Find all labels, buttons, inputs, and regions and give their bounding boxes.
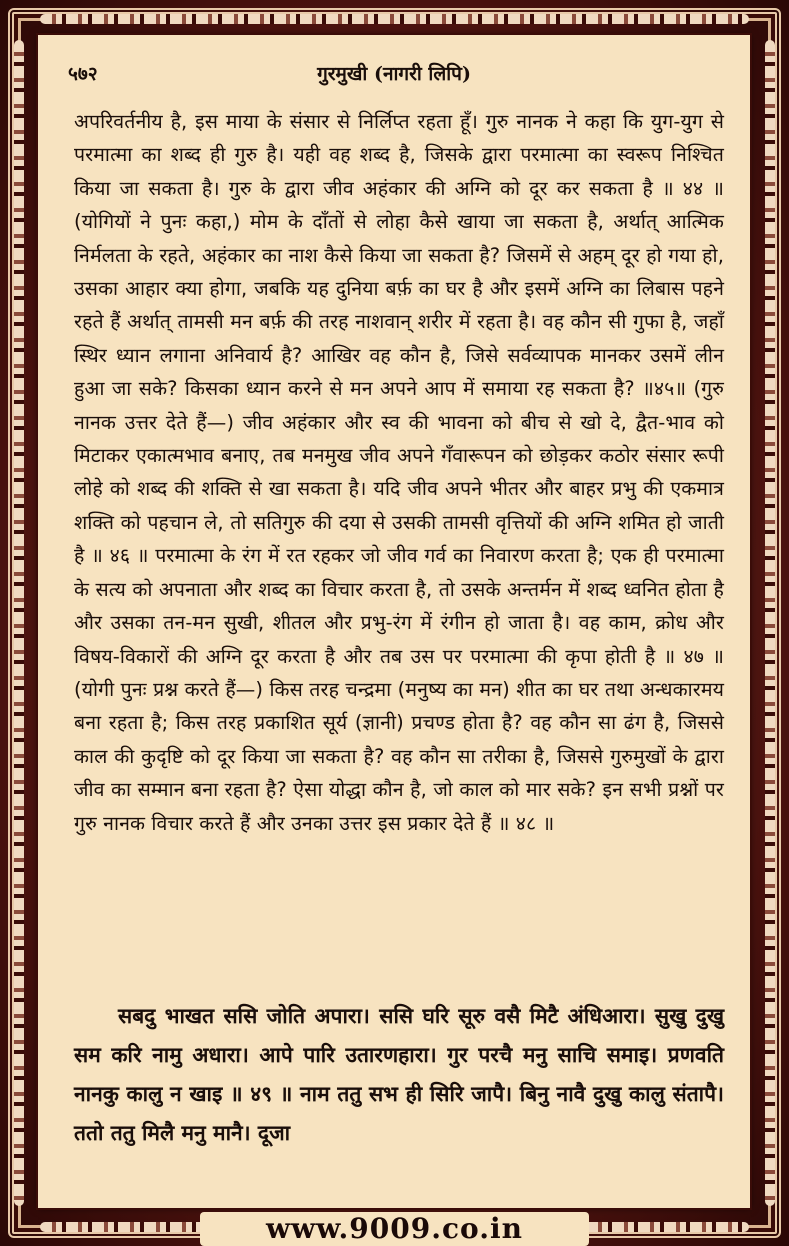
commentary-paragraph: अपरिवर्तनीय है, इस माया के संसार से निर्लिप्त रहता हूँ। गुरु नानक ने कहा कि युग-युग से परमात्मा का शब्द ही गुरु है। यही वह शब्द है, जिसके द्वारा परमात्मा का स्वरूप निश्चित किया जा सकता है। गुरु के द्वारा जीव अहंकार की अग्नि को दूर कर सकता है ॥ ४४ ॥ (योगियों ने पुनः कहा,) मोम के दाँतों से लोहा कैसे खाया जा सकता है, अर्थात् आत्मिक निर्मलता के रहते, अहंकार का नाश कैसे किया जा सकता है? जिसमें से अहम् दूर हो गया हो, उसका आहार क्या होगा, जबकि यह दुनिया बर्फ़ का घर है और इसमें अग्नि का लिबास पहने रहते हैं अर्थात् तामसी मन बर्फ़ की तरह नाशवान् शरीर में रहता है। वह कौन सी गुफा है, जहाँ स्थिर ध्यान लगाना अनिवार्य है? आखिर वह कौन है, जिसे सर्वव्यापक मानकर उसमें लीन हुआ जा सके? किसका ध्यान करने से मन अपने आप में समाया रह सकता है? ॥४५॥ (गुरु नानक उत्तर देते हैं—) जीव अहंकार और स्व की भावना को बीच से खो दे, द्वैत-भाव को मिटाकर एकात्मभाव बनाए, तब मनमुख जीव अपने गँवारूपन को छोड़कर कठोर संसार रूपी लोहे को शब्द की शक्ति से खा सकता है। यदि जीव अपने भीतर और बाहर प्रभु की एकमात्र शक्ति को पहचान ले, तो सतिगुरु की दया से उसकी तामसी वृत्तियों की अग्नि शमित हो जाती है ॥ ४६ ॥ परमात्मा के रंग में रत रहकर जो जीव गर्व का निवारण करता है; एक ही परमात्मा के सत्य को अपनाता और शब्द का विचार करता है, तो उसके अन्तर्मन में शब्द ध्वनित होता है और उसका तन-मन सुखी, शीतल और प्रभु-रंग में रंगीन हो जाता है। वह काम, क्रोध और विषय-विकारों की अग्नि दूर करता है और तब उस पर परमात्मा की कृपा होती है ॥ ४७ ॥ (योगी पुनः प्रश्न करते हैं—) किस तरह चन्द्रमा (मनुष्य का मन) शीत का घर तथा अन्धकारमय बना रहता है; किस तरह प्रकाशित सूर्य (ज्ञानी) प्रचण्ड होता है? वह कौन सा ढंग है, जिससे काल की कुदृष्टि को दूर किया जा सकता है? वह कौन सा तरीका है, जिससे गुरुमुखों के द्वारा जीव का सम्मान बना रहता है? ऐसा योद्धा कौन है, जो काल को मार सके? इन सभी प्रश्नों पर गुरु नानक विचार करते हैं और उनका उत्तर इस प्रकार देते हैं ॥ ४८ ॥ [74,110,724,835]
page-number: ५७२ [68,63,98,85]
frame-ornament-right [765,40,775,1206]
website-watermark: www.9009.co.in [266,1212,523,1245]
page-title: गुरमुखी (नागरी लिपि) [317,63,471,85]
book-page [38,35,750,1208]
frame-ornament-top [40,14,749,24]
frame-ornament-left [14,40,24,1206]
gurbani-verse: सबदु भाखत ससि जोति अपारा। ससि घरि सूरु वसै मिटै अंधिआरा। सुखु दुखु सम करि नामु अधारा। आपे पारि उतारणहारा। गुर परचै मनु साचि समाइ। प्रणवति नानकु कालु न खाइ ॥ ४९ ॥ नाम ततु सभ ही सिरि जापै। बिनु नावै दुखु कालु संतापै। ततो ततु मिलै मनु मानै। दूजा [74,1004,724,1145]
page-header [68,60,720,90]
